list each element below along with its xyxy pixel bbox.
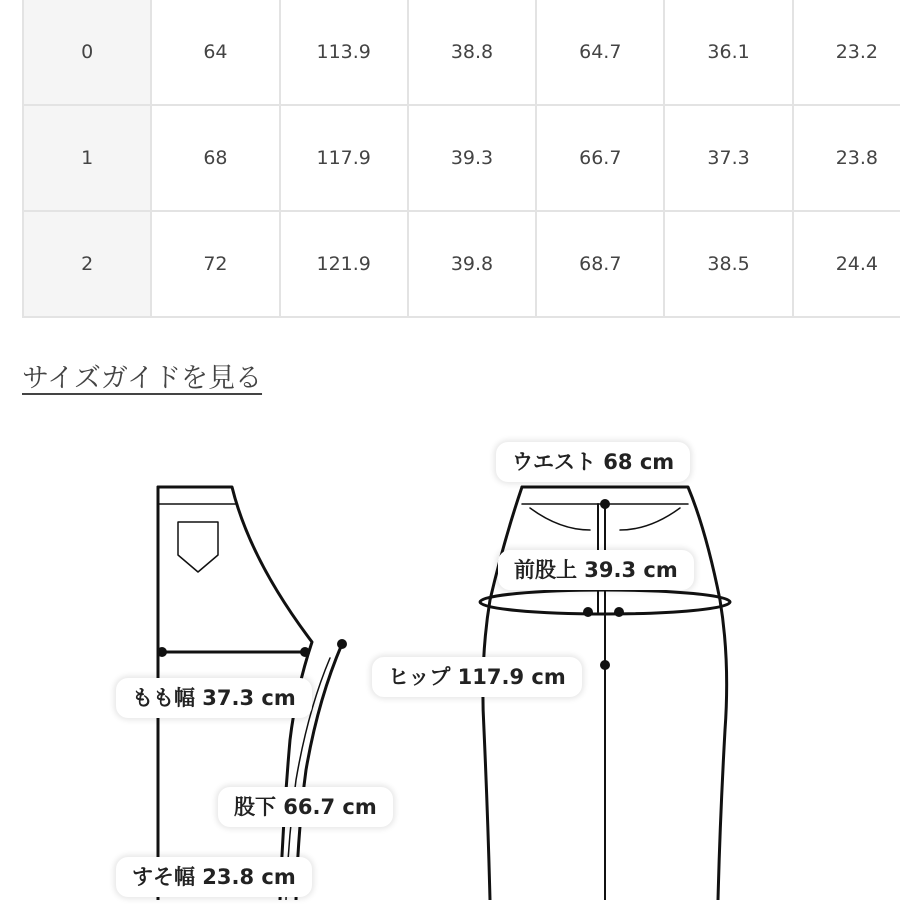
hip-point	[600, 660, 610, 670]
table-cell: 23.2	[793, 0, 900, 105]
rise-point-left	[583, 607, 593, 617]
size-label-cell: 2	[23, 211, 151, 317]
table-row	[23, 0, 900, 105]
waist-label: ウエスト 68 cm	[496, 442, 690, 482]
front-pocket-left	[530, 508, 590, 530]
thigh-point-left	[157, 647, 167, 657]
table-cell: 117.9	[280, 105, 408, 211]
table-cell: 38.8	[408, 0, 536, 105]
table-cell: 37.3	[664, 105, 792, 211]
inseam-point	[337, 639, 347, 649]
table-cell: 39.3	[408, 105, 536, 211]
table-cell: 113.9	[280, 0, 408, 105]
hip-label: ヒップ 117.9 cm	[372, 657, 582, 697]
rise-point-right	[614, 607, 624, 617]
thigh-point-right	[300, 647, 310, 657]
inseam-label: 股下 66.7 cm	[218, 787, 393, 827]
table-cell: 39.8	[408, 211, 536, 317]
waist-point	[600, 499, 610, 509]
table-cell: 24.4	[793, 211, 900, 317]
table-cell: 68.7	[536, 211, 664, 317]
pants-diagram	[0, 400, 900, 900]
table-cell: 68	[151, 105, 279, 211]
back-pocket	[178, 522, 218, 572]
table-cell: 64.7	[536, 0, 664, 105]
table-cell: 36.1	[664, 0, 792, 105]
table-row	[23, 211, 900, 317]
size-table	[22, 0, 900, 318]
size-guide-link[interactable]: サイズガイドを見る	[22, 363, 263, 394]
table-cell: 72	[151, 211, 279, 317]
front-pocket-right	[620, 508, 680, 530]
table-cell: 121.9	[280, 211, 408, 317]
table-cell: 23.8	[793, 105, 900, 211]
table-cell: 66.7	[536, 105, 664, 211]
size-label-cell: 1	[23, 105, 151, 211]
table-row	[23, 105, 900, 211]
size-label-cell: 0	[23, 0, 151, 105]
front-rise-label: 前股上 39.3 cm	[498, 550, 694, 590]
table-cell: 64	[151, 0, 279, 105]
hem-width-label: すそ幅 23.8 cm	[116, 857, 312, 897]
thigh-width-label: もも幅 37.3 cm	[116, 678, 312, 718]
pants-illustration	[0, 400, 900, 900]
table-cell: 38.5	[664, 211, 792, 317]
